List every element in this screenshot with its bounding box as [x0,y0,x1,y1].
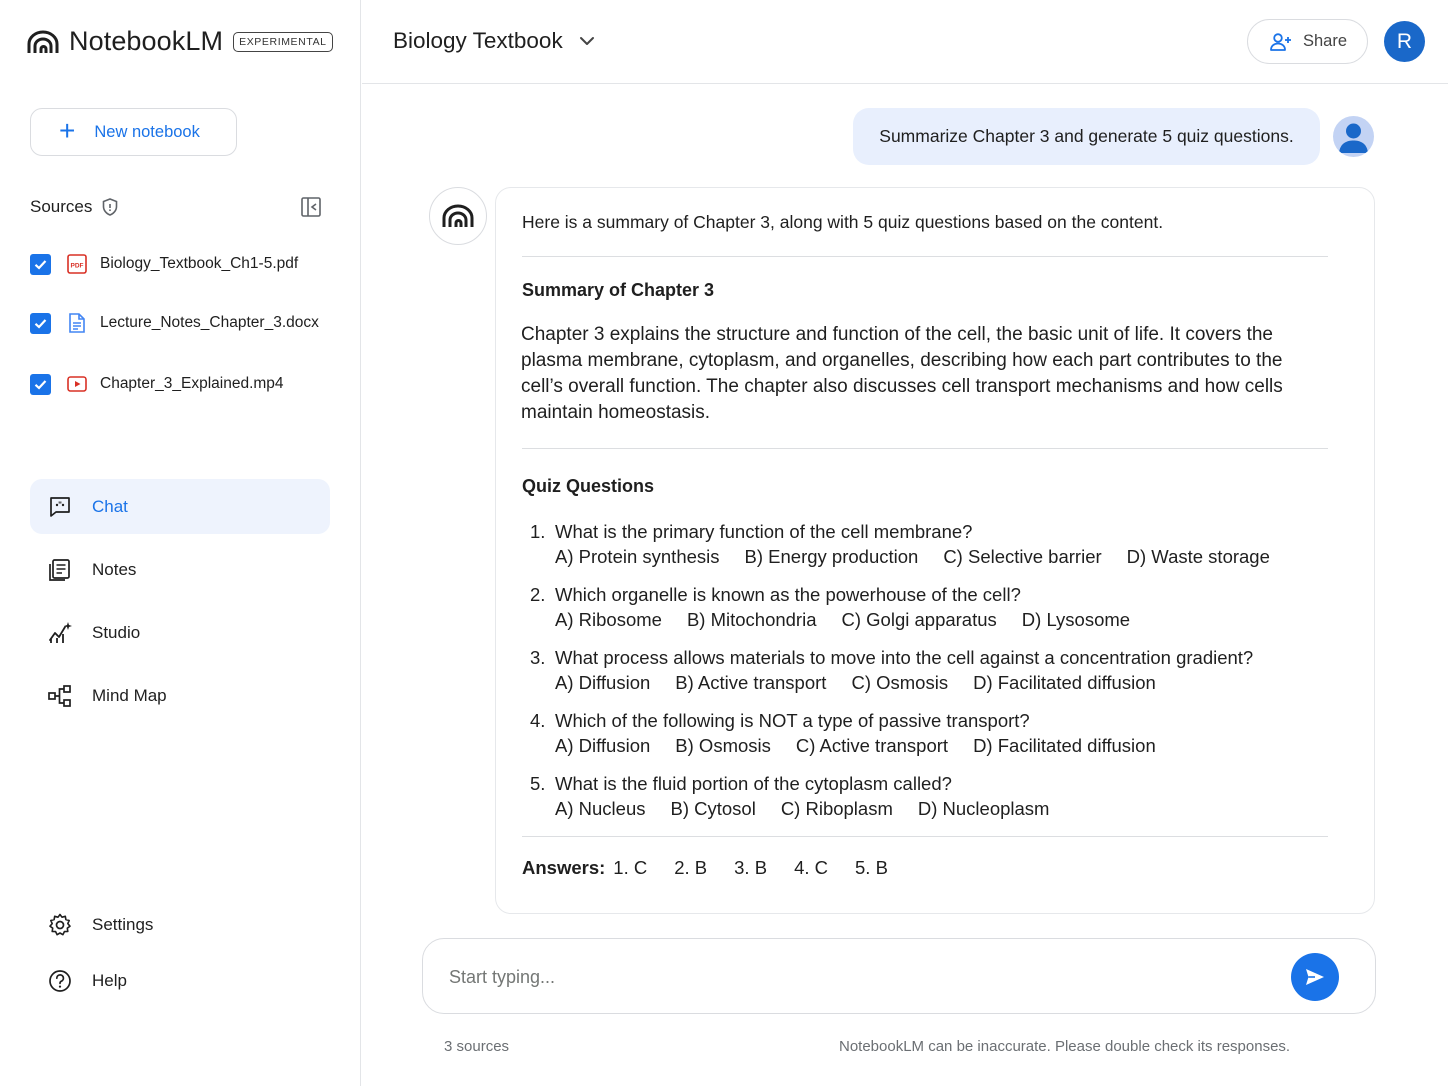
sources-count: 3 sources [444,1038,510,1055]
nav-settings[interactable] [30,897,330,952]
quiz-option: D) Nucleoplasm [917,798,1050,819]
quiz-option: A) Diffusion [555,672,651,693]
answer-item: 5. B [855,857,888,878]
shield-icon[interactable] [101,197,119,217]
quiz-option: A) Diffusion [555,735,651,756]
quiz-question [530,709,1320,759]
answer-item: 3. B [734,857,768,878]
chat-input[interactable] [449,961,1269,993]
nav-label: Notes [92,559,137,579]
user-message-bubble: Summarize Chapter 3 and generate 5 quiz questions. [853,108,1320,165]
question-number: 3. [530,647,546,668]
response-card [495,187,1375,914]
nav-label: Settings [92,914,154,934]
answer-item: 4. C [794,857,828,878]
quiz-question [530,646,1320,696]
nav-help[interactable] [30,953,330,1008]
share-label: Share [1303,32,1348,50]
divider [522,448,1328,449]
nav-chat[interactable] [30,479,330,534]
question-text: Which organelle is known as the powerhouse of the cell? [555,584,1021,605]
summary-text: Chapter 3 explains the structure and function of the cell, the basic unit of life. It covers the plasma membrane, cytoplasm, and organelles, describing how each part contributes to the cell’s overall function. The chapter also discusses cell transport mechanisms and how cells maintain homeostasis. [521,324,1283,423]
answer-item: 1. C [613,857,648,878]
notebooklm-logo-icon [26,27,60,57]
source-name: Chapter_3_Explained.mp4 [100,375,284,392]
question-number: 4. [530,710,546,731]
quiz-option: D) Facilitated diffusion [973,735,1156,756]
answer-item: 2. B [674,857,708,878]
quiz-option: A) Protein synthesis [555,546,720,567]
quiz-option: C) Selective barrier [943,546,1102,567]
svg-text:PDF: PDF [70,262,84,270]
question-number: 1. [530,521,546,542]
source-item[interactable] [30,312,319,334]
quiz-option: B) Active transport [675,672,827,693]
notebook-title-dropdown[interactable] [393,28,597,54]
plus-icon: + [59,114,76,146]
disclaimer-text: NotebookLM can be inaccurate. Please double check its responses. [839,1038,1291,1055]
new-notebook-button[interactable] [30,108,237,156]
quiz-option: B) Mitochondria [686,609,817,630]
doc-icon [66,312,88,334]
sidebar [0,0,361,1086]
chat-icon [47,494,73,520]
nav-label: Help [92,970,127,990]
nav-label: Chat [92,496,128,516]
question-text: Which of the following is NOT a type of passive transport? [555,710,1030,731]
source-item[interactable] [30,373,284,395]
quiz-question [530,520,1320,570]
source-name: Lecture_Notes_Chapter_3.docx [100,314,319,331]
source-checkbox[interactable] [30,313,51,334]
send-button[interactable] [1291,953,1339,1001]
source-name: Biology_Textbook_Ch1-5.pdf [100,255,299,272]
divider [522,256,1328,257]
app-name: NotebookLM [69,26,224,56]
send-icon [1303,965,1327,989]
nav-mind-map[interactable] [30,668,330,723]
quiz-question [530,772,1320,822]
nav-notes[interactable] [30,542,330,597]
quiz-option: C) Golgi apparatus [841,609,997,630]
quiz-option: D) Facilitated diffusion [973,672,1156,693]
share-button[interactable] [1247,19,1368,64]
gear-icon [47,912,73,938]
mind-map-icon [47,683,73,709]
quiz-option: D) Lysosome [1021,609,1131,630]
sources-title: Sources [30,197,93,216]
notebooklm-bot-icon [429,187,487,245]
quiz-option: A) Ribosome [555,609,662,630]
collapse-panel-icon[interactable] [300,196,322,218]
question-number: 2. [530,584,546,605]
notes-icon [47,557,73,583]
nav-studio[interactable] [30,605,330,660]
new-notebook-label: New notebook [94,122,200,141]
account-avatar[interactable]: R [1384,21,1425,62]
question-number: 5. [530,773,546,794]
divider [522,836,1328,837]
quiz-question [530,583,1320,633]
studio-icon [47,620,73,646]
question-text: What is the fluid portion of the cytoplasm called? [555,773,952,794]
quiz-option: B) Osmosis [675,735,771,756]
quiz-option: C) Riboplasm [780,798,893,819]
experimental-badge: EXPERIMENTAL [233,32,333,52]
add-person-icon [1268,30,1292,54]
source-checkbox[interactable] [30,374,51,395]
nav-label: Mind Map [92,685,167,705]
response-intro: Here is a summary of Chapter 3, along with 5 quiz questions based on the content. [522,212,1164,232]
chevron-down-icon [577,31,597,51]
answers-row [522,857,915,879]
question-text: What is the primary function of the cell membrane? [555,521,973,542]
quiz-option: B) Cytosol [670,798,756,819]
summary-title: Summary of Chapter 3 [522,280,715,300]
top-header [362,0,1448,84]
nav-label: Studio [92,622,141,642]
user-avatar-icon [1333,116,1374,157]
brand[interactable] [26,26,333,57]
answers-label: Answers: [522,857,606,878]
video-icon [66,373,88,395]
sources-header [30,196,322,218]
pdf-icon [66,253,88,275]
notebook-title: Biology Textbook [393,28,563,53]
quiz-option: D) Waste storage [1126,546,1270,567]
svg-text:": " [58,500,62,509]
quiz-option: C) Osmosis [851,672,949,693]
question-text: What process allows materials to move into the cell against a concentration gradient? [555,647,1254,668]
quiz-option: C) Active transport [795,735,949,756]
help-icon [47,968,73,994]
source-checkbox[interactable] [30,254,51,275]
quiz-option: A) Nucleus [555,798,646,819]
quiz-option: B) Energy production [744,546,919,567]
chat-input-box [422,938,1376,1014]
source-item[interactable] [30,253,298,275]
quiz-title: Quiz Questions [522,476,655,496]
